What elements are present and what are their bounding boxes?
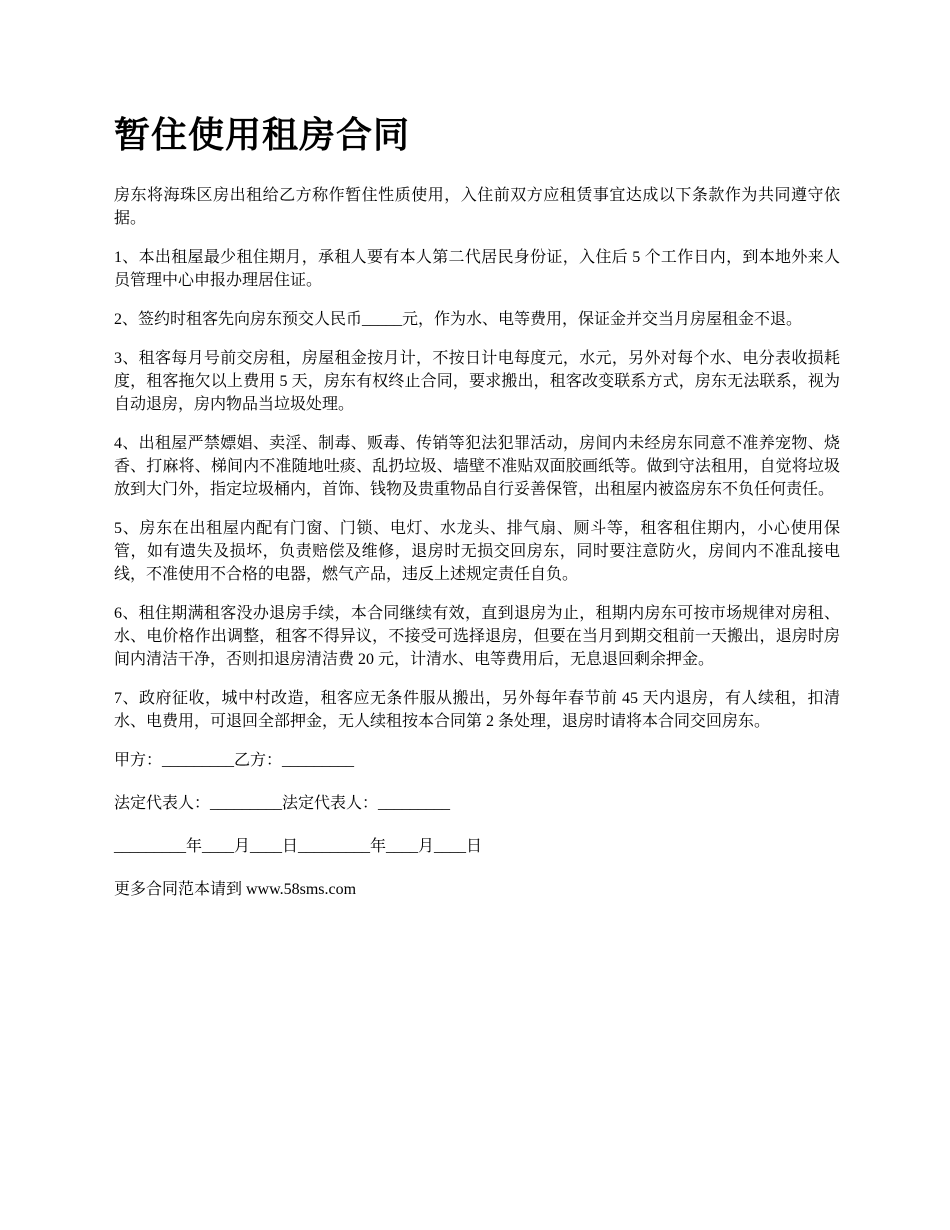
clause-2: 2、签约时租客先向房东预交人民币_____元，作为水、电等费用，保证金并交当月房屋租金不退。 <box>114 311 803 328</box>
clause-1: 1、本出租屋最少租住期月，承租人要有本人第二代居民身份证，入住后 5 个工作日内，到本地外来人员管理中心申报办理居住证。 <box>114 249 840 289</box>
clause-3: 3、租客每月号前交房租，房屋租金按月计，不按日计电每度元，水元，另外对每个水、电分表收损耗度，租客拖欠以上费用 5 天，房东有权终止合同，要求搬出，租客改变联系方式，房东无法联系，视为自动退房，房内物品当垃圾处理。 <box>114 350 840 413</box>
clause-5: 5、房东在出租屋内配有门窗、门锁、电灯、水龙头、排气扇、厕斗等，租客租住期内，小心使用保管，如有遗失及损坏，负责赔偿及维修，退房时无损交回房东，同时要注意防火，房间内不准乱接电线，不准使用不合格的电器，燃气产品，违反上述规定责任自负。 <box>114 520 840 583</box>
document-page <box>114 108 840 921</box>
party-signature-line: 甲方：_________乙方：_________ <box>114 752 355 769</box>
clause-6: 6、租住期满租客没办退房手续，本合同继续有效，直到退房为止，租期内房东可按市场规律对房租、水、电价格作出调整，租客不得异议，不接受可选择退房，但要在当月到期交租前一天搬出，退房时房间内清洁干净，否则扣退房清洁费 20 元，计清水、电等费用后，无息退回剩余押金。 <box>114 605 840 668</box>
intro-paragraph: 房东将海珠区房出租给乙方称作暂住性质使用，入住前双方应租赁事宜达成以下条款作为共同遵守依据。 <box>114 187 840 227</box>
clause-4: 4、出租屋严禁嫖娼、卖淫、制毒、贩毒、传销等犯法犯罪活动，房间内未经房东同意不准养宠物、烧香、打麻将、梯间内不准随地吐痰、乱扔垃圾、墙壁不准贴双面胶画纸等。做到守法租用，自觉将垃圾放到大门外，指定垃圾桶内，首饰、钱物及贵重物品自行妥善保管，出租屋内被盗房东不负任何责任。 <box>114 435 840 498</box>
footer-note: 更多合同范本请到 www.58sms.com <box>114 881 357 898</box>
date-signature-line: _________年____月____日_________年____月____日 <box>114 838 483 855</box>
clause-7: 7、政府征收，城中村改造，租客应无条件服从搬出，另外每年春节前 45 天内退房，有人续租，扣清水、电费用，可退回全部押金，无人续租按本合同第 2 条处理，退房时请将本合同交回房东。 <box>114 690 840 730</box>
document-title: 暂住使用租房合同 <box>114 115 411 156</box>
representative-signature-line: 法定代表人：_________法定代表人：_________ <box>114 795 451 812</box>
